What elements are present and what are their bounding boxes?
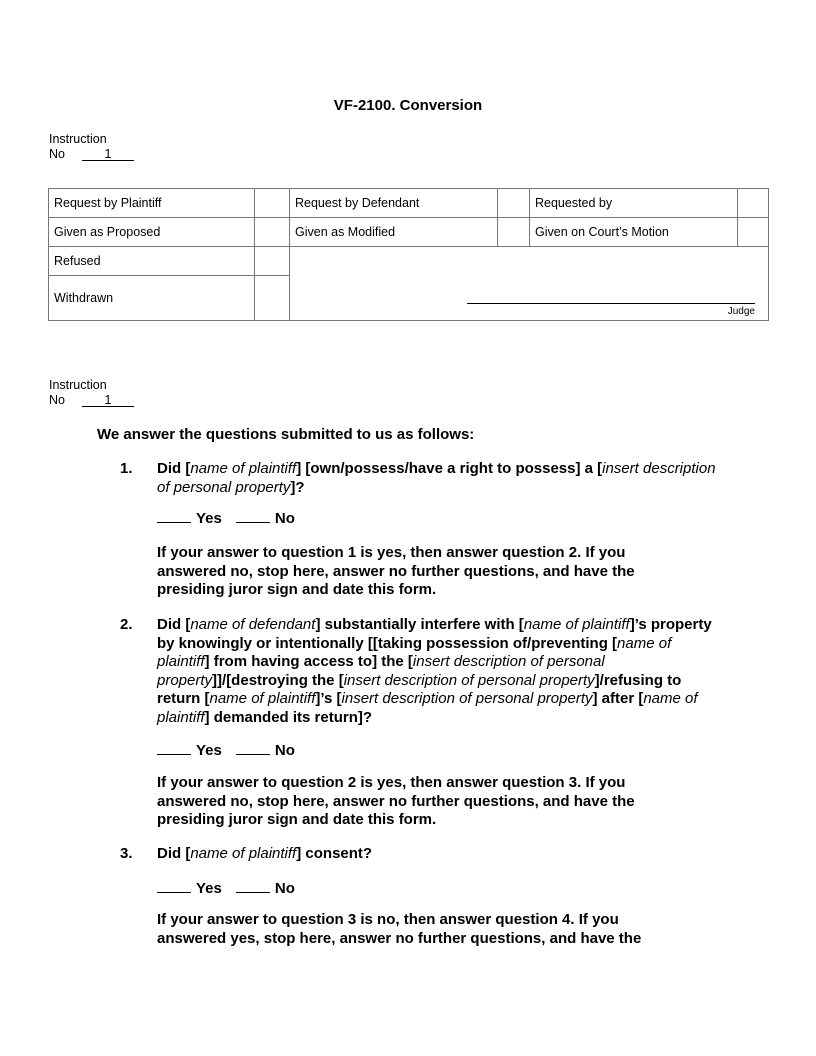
- refused-checkbox[interactable]: [255, 247, 290, 276]
- question-text: [157, 845, 727, 864]
- no-label: No: [274, 880, 295, 897]
- instruction-number: 1: [82, 394, 134, 407]
- yes-label: Yes: [196, 880, 222, 897]
- instruction-number: 1: [82, 148, 134, 161]
- placeholder-text: name of plaintiff: [157, 690, 698, 726]
- question-instruction: If your answer to question 3 is no, then answer question 4. If you answered yes, stop here, answer no further questions, and have the: [157, 911, 642, 947]
- request-by-plaintiff-label: Request by Plaintiff: [49, 189, 255, 218]
- question-text-segment: ]’s property by knowingly or intentionally [[taking possession of/preventing [: [157, 616, 712, 652]
- instruction-disposition-table: [48, 188, 769, 321]
- yes-no-answer: [157, 742, 727, 761]
- instruction-number-block: [49, 378, 134, 407]
- requested-by-checkbox[interactable]: [738, 189, 769, 218]
- question-text-segment: ]]/[destroying the [: [212, 671, 344, 689]
- yes-blank[interactable]: [157, 521, 191, 523]
- request-by-plaintiff-checkbox[interactable]: [255, 189, 290, 218]
- given-on-courts-motion-label: Given on Court’s Motion: [530, 218, 738, 247]
- question-instruction: If your answer to question 2 is yes, then answer question 3. If you answered no, stop here, answer no further questions, and have the presiding juror sign and date this form.: [157, 774, 635, 828]
- question-text-segment: Did [: [157, 845, 191, 862]
- yes-blank[interactable]: [157, 753, 191, 755]
- no-blank[interactable]: [236, 891, 270, 893]
- question-text-segment: ] from having access to] the [: [204, 653, 413, 670]
- question-instruction: If your answer to question 1 is yes, then answer question 2. If you answered no, stop here, answer no further questions, and have the presiding juror sign and date this form.: [157, 544, 635, 598]
- withdrawn-checkbox[interactable]: [255, 276, 290, 321]
- question-text-segment: ] demanded its return]?: [204, 708, 373, 726]
- yes-label: Yes: [196, 742, 222, 759]
- placeholder-text: insert description of personal property: [343, 671, 595, 689]
- question-text-segment: ] after [: [592, 690, 644, 707]
- question-text-segment: ]/refusing to return [: [157, 671, 682, 707]
- question-text-segment: ] [own/possess/have a right to possess] a [: [296, 460, 603, 477]
- placeholder-text: insert description of personal property: [157, 460, 716, 496]
- instruction-label: Instruction: [49, 132, 107, 146]
- request-by-defendant-label: Request by Defendant: [290, 189, 498, 218]
- requested-by-label: Requested by: [530, 189, 738, 218]
- page-title: VF-2100. Conversion: [333, 97, 483, 114]
- question-number: 1.: [120, 460, 133, 477]
- question-text-segment: ]?: [290, 478, 305, 496]
- judge-signature-line[interactable]: [467, 303, 755, 304]
- placeholder-text: name of plaintiff: [190, 845, 297, 862]
- yes-no-answer: [157, 880, 727, 899]
- refused-label: Refused: [49, 247, 255, 276]
- no-label: No: [274, 510, 295, 527]
- question-number: 2.: [120, 616, 133, 633]
- yes-blank[interactable]: [157, 891, 191, 893]
- intro-text: We answer the questions submitted to us as follows:: [97, 426, 475, 443]
- yes-label: Yes: [196, 510, 222, 527]
- placeholder-text: insert description of personal property: [341, 690, 593, 707]
- withdrawn-label: Withdrawn: [49, 276, 255, 321]
- given-as-modified-label: Given as Modified: [290, 218, 498, 247]
- no-blank[interactable]: [236, 521, 270, 523]
- judge-label: Judge: [727, 306, 755, 317]
- given-as-proposed-checkbox[interactable]: [255, 218, 290, 247]
- placeholder-text: name of defendant: [190, 616, 316, 633]
- no-label: No: [49, 392, 65, 407]
- question-text-segment: ]’s [: [315, 690, 342, 707]
- question-text-segment: Did [: [157, 616, 191, 633]
- judge-signature-area: [290, 247, 769, 321]
- placeholder-text: insert description of personal property: [157, 653, 605, 689]
- given-on-courts-motion-checkbox[interactable]: [738, 218, 769, 247]
- no-label: No: [49, 146, 65, 161]
- placeholder-text: name of plaintiff: [523, 616, 630, 633]
- given-as-proposed-label: Given as Proposed: [49, 218, 255, 247]
- no-blank[interactable]: [236, 753, 270, 755]
- question-text-segment: ] substantially interfere with [: [315, 616, 524, 633]
- placeholder-text: name of plaintiff: [209, 690, 316, 707]
- question-text-segment: ] consent?: [296, 845, 373, 862]
- question-text: [157, 616, 727, 727]
- instruction-label: Instruction: [49, 378, 107, 392]
- given-as-modified-checkbox[interactable]: [498, 218, 530, 247]
- yes-no-answer: [157, 510, 727, 529]
- instruction-number-block: [49, 132, 134, 161]
- request-by-defendant-checkbox[interactable]: [498, 189, 530, 218]
- placeholder-text: name of plaintiff: [157, 634, 672, 670]
- placeholder-text: name of plaintiff: [190, 460, 297, 477]
- question-text: [157, 460, 727, 497]
- no-label: No: [274, 742, 295, 759]
- question-text-segment: Did [: [157, 460, 191, 477]
- question-number: 3.: [120, 845, 133, 862]
